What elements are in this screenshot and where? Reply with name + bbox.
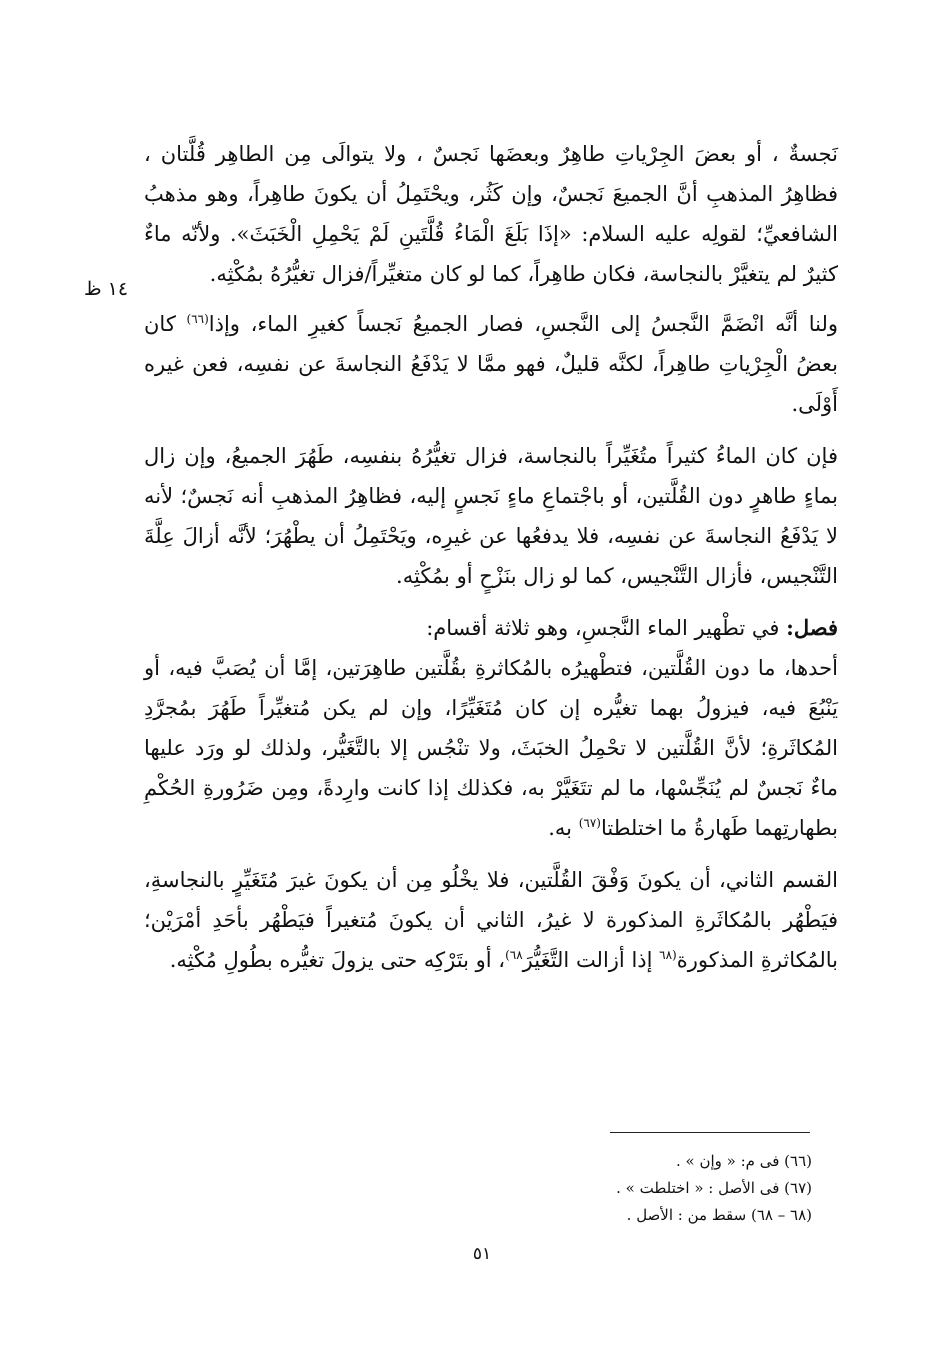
paragraph-6: القسم الثاني، أن يكونَ وَفْقَ القُلَّتين، فلا يخْلُو مِن أن يكونَ غيرَ مُتَغَيِّرٍ بالنجاسةِ، فيَطْهُر بالمُكاثَرةِ المذكورة لا غيرُ، الثاني أن يكونَ مُتغيراً فيَطْهُر بأحَدِ أمْرَيْن؛ بالمُكاثرةِ المذكورة$^{(٦٨}$ إذا أزالت التَّغَيُّرَ$^{٦٨)}$، أو بتَرْكِه حتى يزولَ تغيُّره بطُولِ مُكْثِه.	[144, 868, 838, 972]
main-text	[144, 134, 838, 992]
paragraph-2: ولنا أنَّه انْضَمَّ النَّجسُ إلى النَّجسِ، فصار الجميعُ نَجساً كغيرِ الماء، وإذا$^{(٦٦)}$ كان بعضُ الْجِرْياتِ طاهِراً، لكنَّه قليلٌ، فهو ممَّا لا يَدْفَعُ النجاسةَ عن نفسِه، فعن غيره أَوْلَى.	[144, 312, 838, 416]
paragraph-3: فإن كان الماءُ كثيراً متُغَيِّراً بالنجاسة، فزال تغيُّرُهُ بنفسِه، طَهُرَ الجميعُ، وإن زال بماءٍ طاهرٍ دون القُلَّتين، أو باجْتماعِ ماءٍ نَجسٍ إليه، فظاهِرُ المذهبِ أنه نَجسٌ؛ لأنه لا يَدْفَعُ النجاسةَ عن نفسِه، فلا يدفعُها عن غيرِه، ويَحْتَمِلُ أن يطْهُرَ؛ لأنَّه أزالَ عِلَّةَ التَّنْجيس، فأزال التَّنْجيس، كما لو زال بنَزْحٍ أو بمُكْثِه.	[144, 444, 838, 588]
fasl-label: فصل:	[786, 615, 838, 640]
footnotes	[400, 1148, 812, 1229]
footnote-ref-68-end: ٦٨)	[505, 948, 523, 962]
footnote-ref-68-start: (٦٨	[659, 948, 677, 962]
footnote-ref-66: (٦٦)	[186, 312, 209, 326]
footnote-68: (٦٨ – ٦٨) سقط من : الأصل .	[626, 1206, 812, 1224]
manuscript-folio-note: ١٤ ظ	[84, 278, 129, 300]
footnote-66: (٦٦) فى م: « وإن » .	[675, 1152, 812, 1170]
paragraph-5: أحدها، ما دون القُلَّتين، فتطْهيرُه بالمُكاثرةِ بقُلَّتين طاهِرَتين، إمَّا أن يُصَبَّ فيه، أو يَنْبُعَ فيه، فيزولُ بهما تغيُّره إن كان مُتَغَيِّرًا، وإن لم يكن مُتغيِّراً طَهُرَ بمُجرَّدِ المُكاثَرةِ؛ لأنَّ القُلَّتين لا تحْمِلُ الخبَثَ، ولا تنْجُس إلا بالتَّغَيُّر، ولذلك لو ورَد عليها ماءٌ نَجسٌ لم يُنَجِّسْها، ما لم تتَغَيَّرْ به، فكذلك إذا كانت وارِدةً، ومِن ضَرُورةِ الحُكْمِ بطهارتِهما طَهارةُ ما اختلطتا$^{(٦٧)}$ به.	[144, 656, 838, 840]
page-number: ٥١	[472, 1244, 492, 1264]
fasl-heading-paragraph	[144, 608, 838, 648]
paragraph-1: نَجسةٌ ، أو بعضَ الجِرْياتِ طاهِرٌ وبعضَها نَجسٌ ، ولا يتوالَى مِن الطاهِر قُلَّتان ، فظاهِرُ المذهبِ أنَّ الجميعَ نَجسٌ، وإن كَثُر، ويحْتَمِلُ أن يكونَ طاهِراً، وهو مذهبُ الشافعيِّ؛ لقولِه عليه السلام: «إذَا بَلَغَ الْمَاءُ قُلَّتَينِ لَمْ يَحْمِلِ الْخَبَثَ». ولأنّه ماءٌ كثيرٌ لم يتغيَّرْ بالنجاسة، فكان طاهِراً، كما لو كان متغيِّراً/فزال تغيُّرُهُ بمُكْثِه.	[144, 142, 838, 286]
footnote-ref-67: (٦٧)	[578, 816, 601, 830]
footnote-67: (٦٧) فى الأصل : « اختلطت » .	[616, 1179, 812, 1197]
footnote-divider	[610, 1132, 810, 1133]
fasl-text: في تطْهير الماء النَّجسِ، وهو ثلاثة أقسام:	[426, 616, 780, 640]
